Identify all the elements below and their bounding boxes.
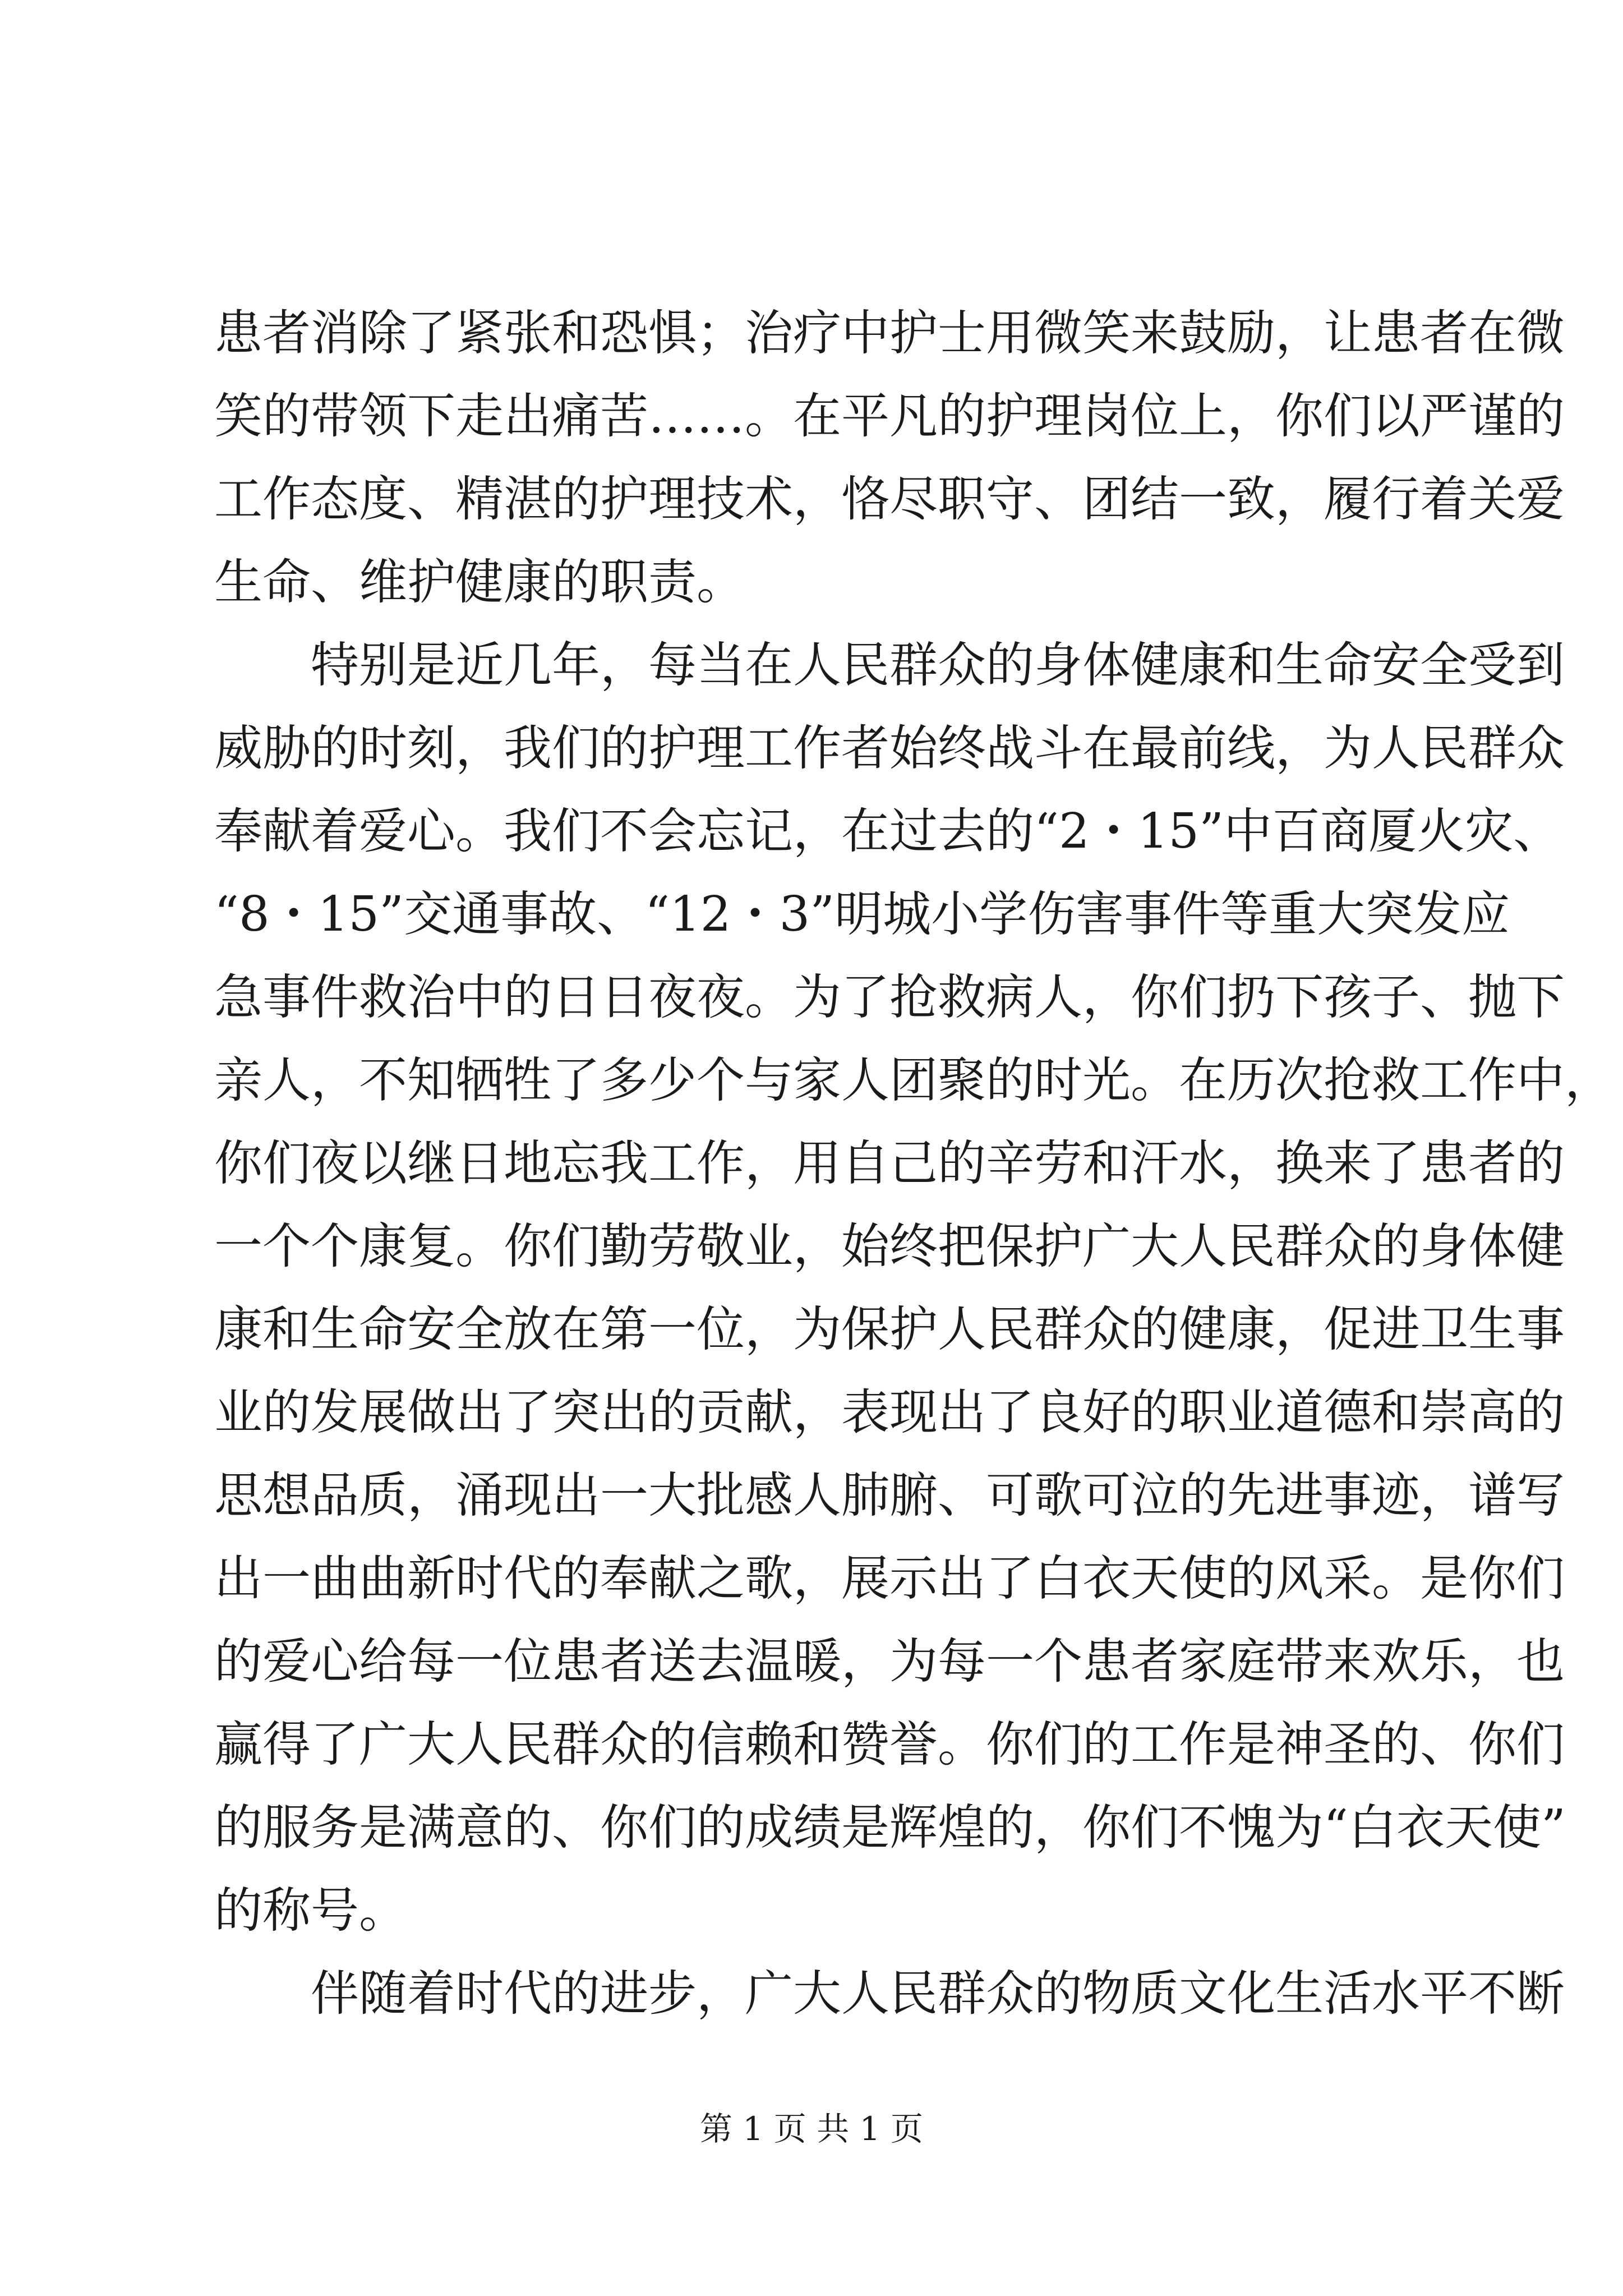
text-line: 的称号。 [214, 1883, 407, 1939]
text-line: 亲人，不知牺牲了多少个与家人团聚的时光。在历次抢救工作中， [214, 1052, 1613, 1108]
text-line: 业的发展做出了突出的贡献，表现出了良好的职业道德和崇高的 [214, 1384, 1565, 1441]
text-line: 患者消除了紧张和恐惧；治疗中护士用微笑来鼓励，让患者在微 [214, 305, 1565, 361]
text-line: “8・15”交通事故、“12・3”明城小学伤害事件等重大突发应 [214, 886, 1510, 942]
text-line: 出一曲曲新时代的奉献之歌，展示出了白衣天使的风采。是你们 [214, 1550, 1565, 1607]
text-line: 生命、维护健康的职责。 [214, 554, 745, 610]
text-line: 急事件救治中的日日夜夜。为了抢救病人，你们扔下孩子、抛下 [214, 969, 1565, 1025]
body-text [214, 292, 1613, 2035]
paragraph-first-line: 伴随着时代的进步，广大人民群众的物质文化生活水平不断 [311, 1966, 1565, 2022]
text-line: 一个个康复。你们勤劳敬业，始终把保护广大人民群众的身体健 [214, 1218, 1565, 1274]
text-line: 威胁的时刻，我们的护理工作者始终战斗在最前线，为人民群众 [214, 720, 1565, 776]
text-line: 赢得了广大人民群众的信赖和赞誉。你们的工作是神圣的、你们 [214, 1717, 1565, 1773]
text-line: 康和生命安全放在第一位，为保护人民群众的健康，促进卫生事 [214, 1301, 1565, 1358]
text-line: 你们夜以继日地忘我工作，用自己的辛劳和汗水，换来了患者的 [214, 1135, 1565, 1191]
text-line: 的服务是满意的、你们的成绩是辉煌的，你们不愧为“白衣天使” [214, 1800, 1566, 1856]
text-line: 工作态度、精湛的护理技术，恪尽职守、团结一致，履行着关爱 [214, 471, 1565, 527]
page-footer: 第 1 页 共 1 页 [700, 2110, 923, 2148]
text-line: 奉献着爱心。我们不会忘记，在过去的“2・15”中百商厦火灾、 [214, 803, 1562, 859]
paragraph-first-line: 特别是近几年，每当在人民群众的身体健康和生命安全受到 [311, 637, 1565, 693]
text-line: 笑的带领下走出痛苦……。在平凡的护理岗位上，你们以严谨的 [214, 388, 1565, 444]
text-line: 思想品质，涌现出一大批感人肺腑、可歌可泣的先进事迹，谱写 [214, 1467, 1565, 1524]
text-line: 的爱心给每一位患者送去温暖，为每一个患者家庭带来欢乐，也 [214, 1634, 1565, 1690]
